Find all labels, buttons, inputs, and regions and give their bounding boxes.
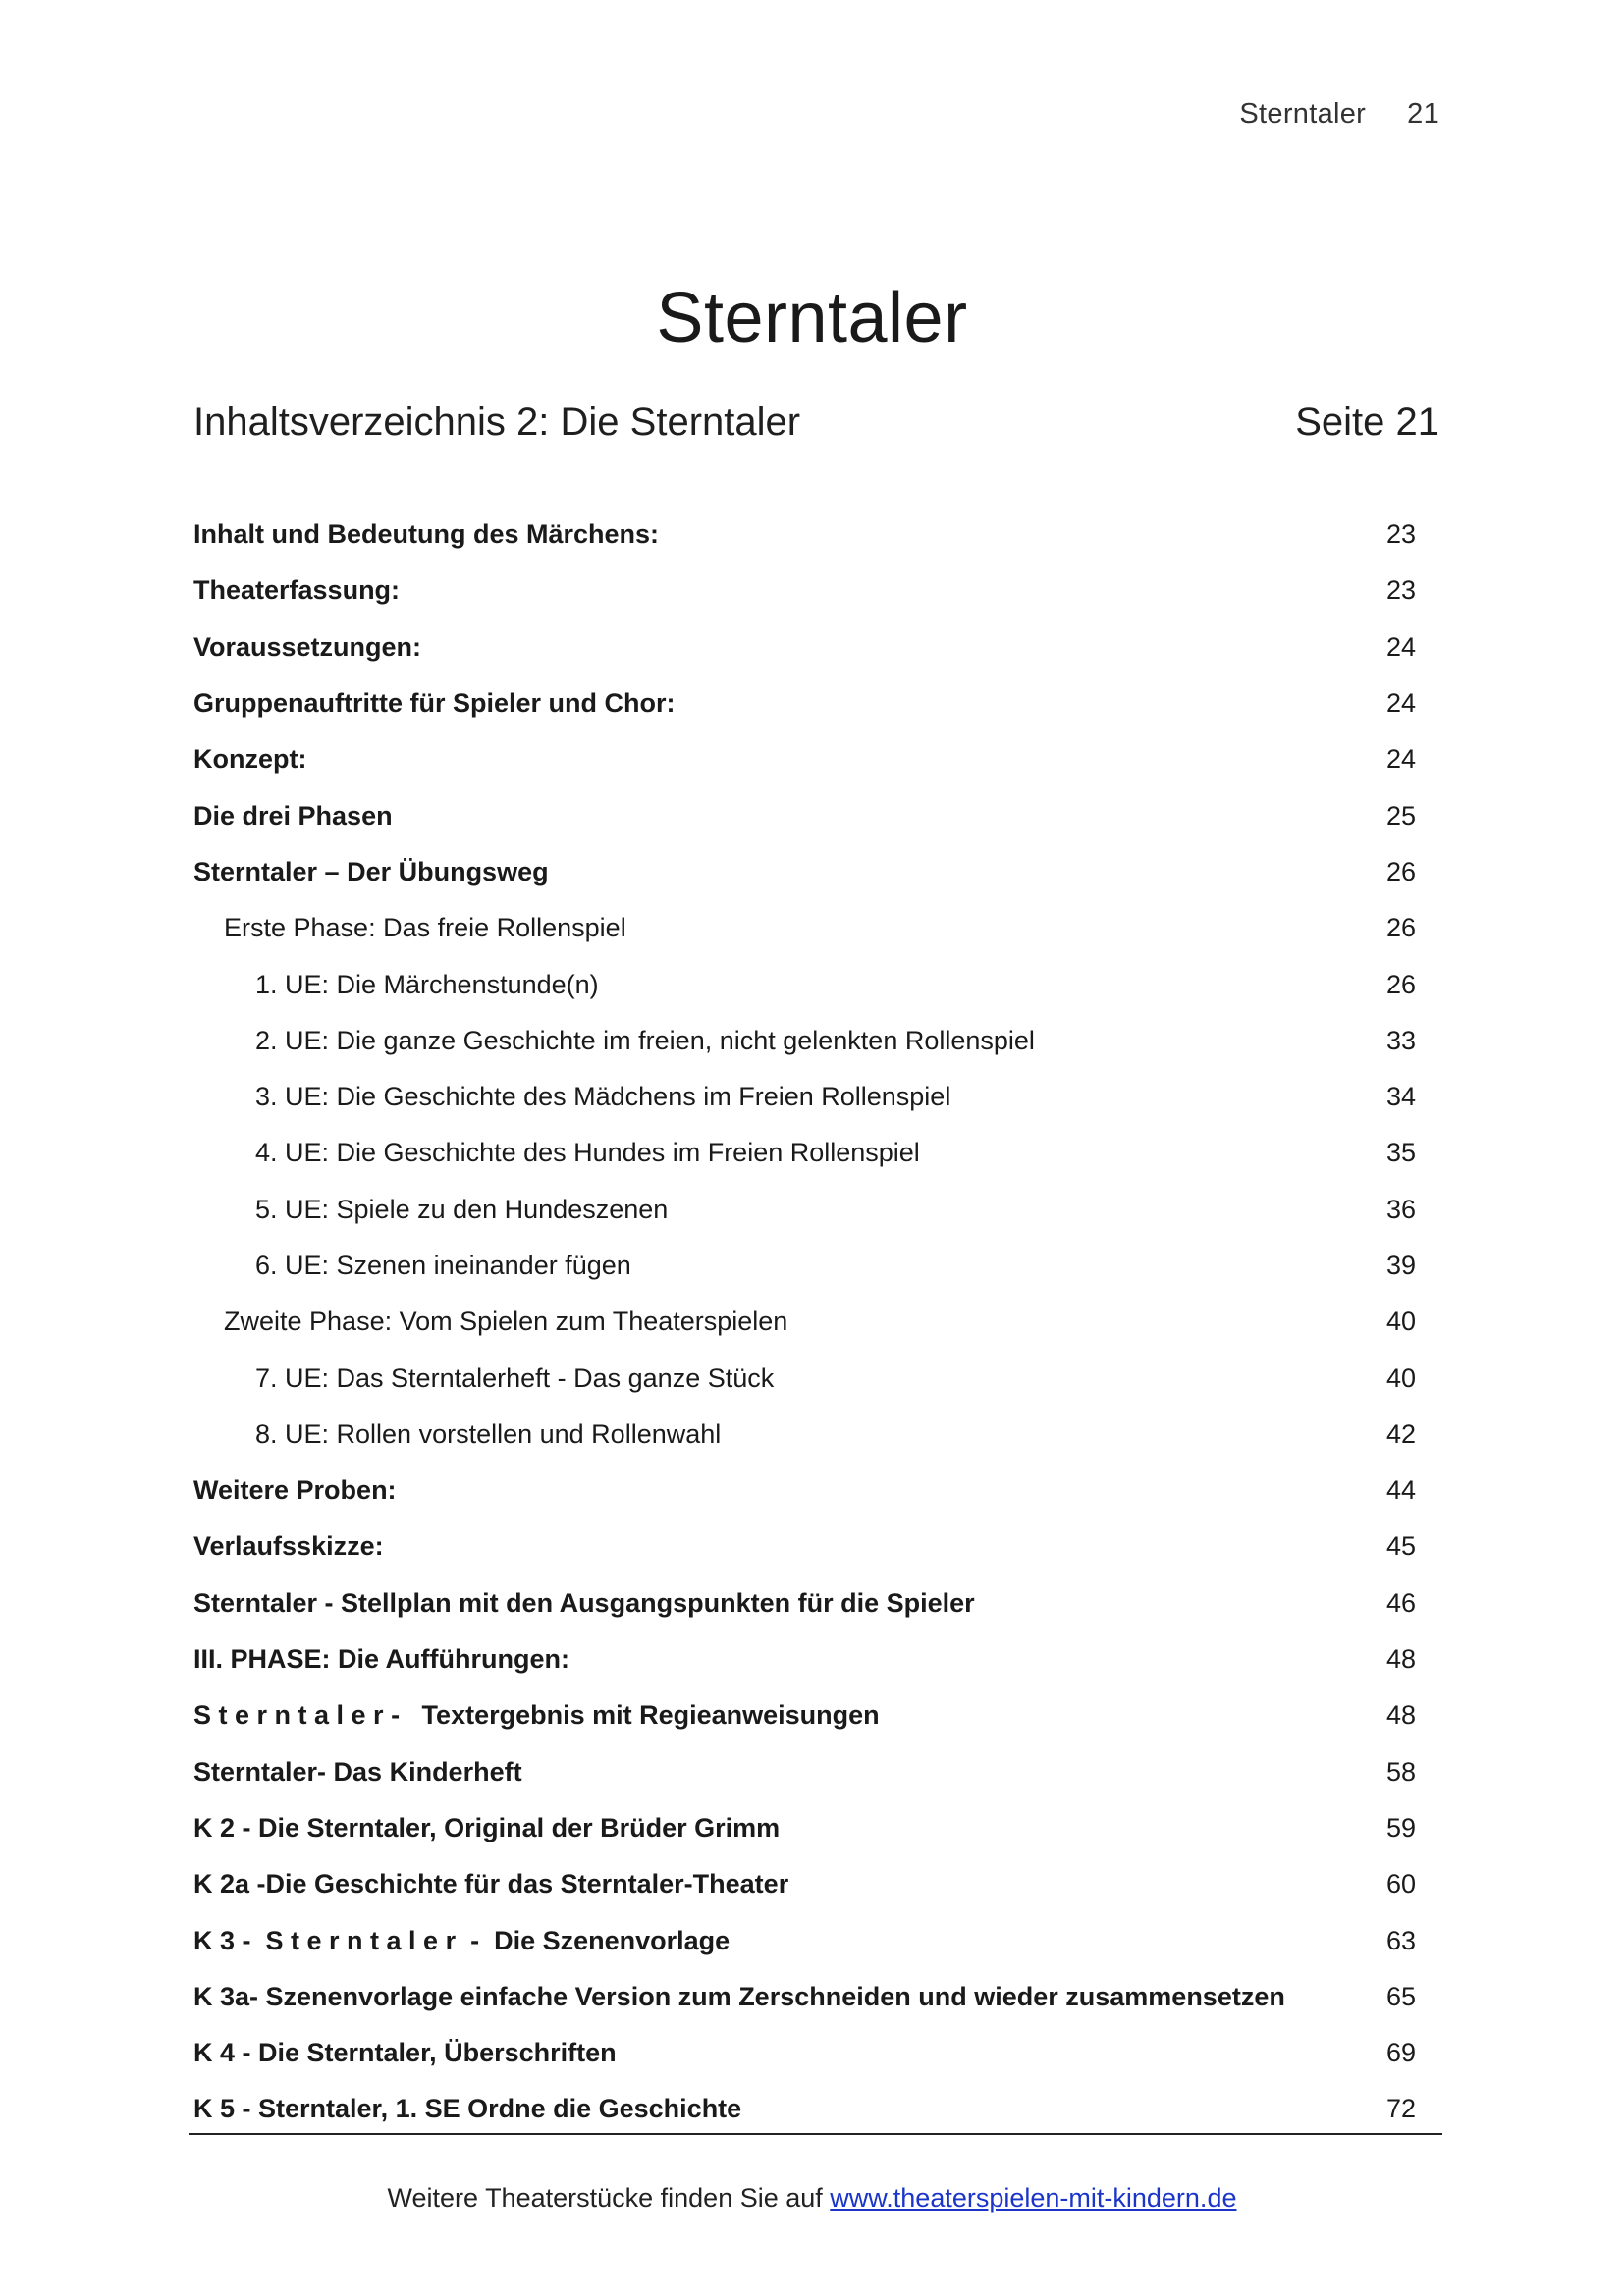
toc-entry [193,1631,1427,1687]
toc-entry [193,900,1427,956]
toc-entry [193,731,1427,787]
running-title: Sterntaler [1239,98,1367,130]
toc-entry-page: 48 [1385,1700,1416,1731]
toc-entry [193,1744,1427,1800]
toc-entry [193,675,1427,731]
footer [0,2183,1624,2214]
toc-entry-title: Die drei Phasen [193,800,393,830]
toc-entry [193,1687,1427,1743]
toc-entry-title: K 3a- Szenenvorlage einfache Version zum Zerschneiden und wieder zusammensetzen [193,1981,1285,2011]
toc-entry-page: 24 [1385,744,1416,774]
toc-entry-title: 4. UE: Die Geschichte des Hundes im Freien Rollenspiel [255,1138,920,1168]
toc-entry-title: 2. UE: Die ganze Geschichte im freien, nicht gelenkten Rollenspiel [255,1025,1035,1055]
toc-entry [193,2025,1427,2081]
toc-entry [193,787,1427,843]
toc-entry-title: Sterntaler – Der Übungsweg [193,856,549,886]
toc-entry [193,1463,1427,1519]
toc-entry-title: K 3 - S t e r n t a l e r - Die Szenenvorlage [193,1925,731,1955]
toc-entry-page: 34 [1385,1082,1416,1112]
toc-entry [193,1294,1427,1350]
toc-entry-title: Weitere Proben: [193,1475,397,1506]
toc-entry-title: Gruppenauftritte für Spieler und Chor: [193,688,676,719]
toc-entry-page: 46 [1385,1587,1416,1618]
toc-entry-title: 8. UE: Rollen vorstellen und Rollenwahl [255,1418,722,1449]
toc-heading-page: Seite 21 [1295,400,1439,444]
toc-entry-title: Sterntaler- Das Kinderheft [193,1756,522,1787]
toc-entry-title: Voraussetzungen: [193,631,422,662]
toc-entry-page: 40 [1385,1307,1416,1337]
toc-entry-page: 39 [1385,1251,1416,1280]
toc-entry [193,1800,1427,1856]
toc-entry-page: 23 [1385,519,1416,550]
footer-link[interactable]: www.theaterspielen-mit-kindern.de [830,2183,1237,2213]
toc-entry [193,1125,1427,1181]
toc-entry [193,507,1427,562]
running-header [1239,98,1439,131]
toc-entry [193,1182,1427,1238]
toc-entry-page: 42 [1385,1418,1416,1449]
toc-entry-page: 40 [1385,1362,1416,1393]
toc-entry-title: 6. UE: Szenen ineinander fügen [255,1251,631,1280]
toc-entry-title: Erste Phase: Das freie Rollenspiel [224,913,626,943]
toc-entry-page: 58 [1385,1756,1416,1787]
toc-entry-page: 26 [1385,856,1416,886]
toc-entry-page: 45 [1385,1531,1416,1562]
page-number: 21 [1407,98,1439,130]
toc-entry-title: K 2 - Die Sterntaler, Original der Brüder Grimm [193,1812,781,1842]
toc-entry-page: 59 [1385,1812,1416,1842]
toc-entry [193,956,1427,1012]
toc-entry-page: 72 [1385,2094,1416,2124]
toc-entry-title: S t e r n t a l e r - Textergebnis mit Regieanweisungen [193,1700,880,1731]
toc-entry [193,562,1427,618]
toc-entry [193,1856,1427,1912]
toc-entry-title: 1. UE: Die Märchenstunde(n) [255,969,599,999]
toc-heading-label: Inhaltsverzeichnis 2: Die Sterntaler [193,400,801,444]
toc-entry [193,1238,1427,1294]
toc-entry [193,1969,1427,2025]
toc-entry-title: Inhalt und Bedeutung des Märchens: [193,519,660,550]
toc-entry-page: 24 [1385,688,1416,719]
toc-entry-page: 24 [1385,631,1416,662]
toc-entry-title: Verlaufsskizze: [193,1531,384,1562]
toc-entry-page: 69 [1385,2038,1416,2068]
toc-entry-title: 5. UE: Spiele zu den Hundeszenen [255,1194,669,1224]
page-title: Sterntaler [656,279,968,357]
table-of-contents [193,507,1427,2138]
toc-entry-title: Theaterfassung: [193,575,401,606]
toc-entry [193,1013,1427,1069]
toc-entry [193,1350,1427,1406]
toc-entry [193,1407,1427,1463]
toc-entry-page: 63 [1385,1925,1416,1955]
toc-entry [193,1069,1427,1125]
toc-entry-page: 33 [1385,1025,1416,1055]
toc-heading [193,400,1439,445]
toc-entry-page: 35 [1385,1138,1416,1168]
toc-entry [193,1575,1427,1631]
toc-entry [193,1519,1427,1575]
toc-entry-title: K 4 - Die Sterntaler, Überschriften [193,2038,617,2068]
toc-entry-title: K 5 - Sterntaler, 1. SE Ordne die Geschichte [193,2094,742,2124]
toc-entry-page: 23 [1385,575,1416,606]
toc-entry-title: III. PHASE: Die Aufführungen: [193,1644,569,1675]
toc-entry [193,1912,1427,1968]
toc-entry-page: 36 [1385,1194,1416,1224]
toc-entry-title: K 2a -Die Geschichte für das Sterntaler-Theater [193,1869,789,1899]
toc-entry-title: Sterntaler - Stellplan mit den Ausgangspunkten für die Spieler [193,1587,975,1618]
toc-entry-title: Konzept: [193,744,307,774]
footer-divider [189,2133,1442,2135]
toc-entry-title: 3. UE: Die Geschichte des Mädchens im Freien Rollenspiel [255,1082,951,1112]
toc-entry-page: 26 [1385,913,1416,943]
toc-entry [193,619,1427,675]
toc-entry [193,844,1427,900]
toc-entry-title: 7. UE: Das Sterntalerheft - Das ganze Stück [255,1362,775,1393]
toc-entry-page: 44 [1385,1475,1416,1506]
toc-entry-page: 25 [1385,800,1416,830]
toc-entry-page: 26 [1385,969,1416,999]
toc-entry-page: 60 [1385,1869,1416,1899]
toc-entry [193,2081,1427,2137]
toc-entry-page: 65 [1385,1981,1416,2011]
footer-text: Weitere Theaterstücke finden Sie auf [387,2183,831,2213]
toc-entry-title: Zweite Phase: Vom Spielen zum Theaterspielen [224,1307,788,1337]
toc-entry-page: 48 [1385,1644,1416,1675]
